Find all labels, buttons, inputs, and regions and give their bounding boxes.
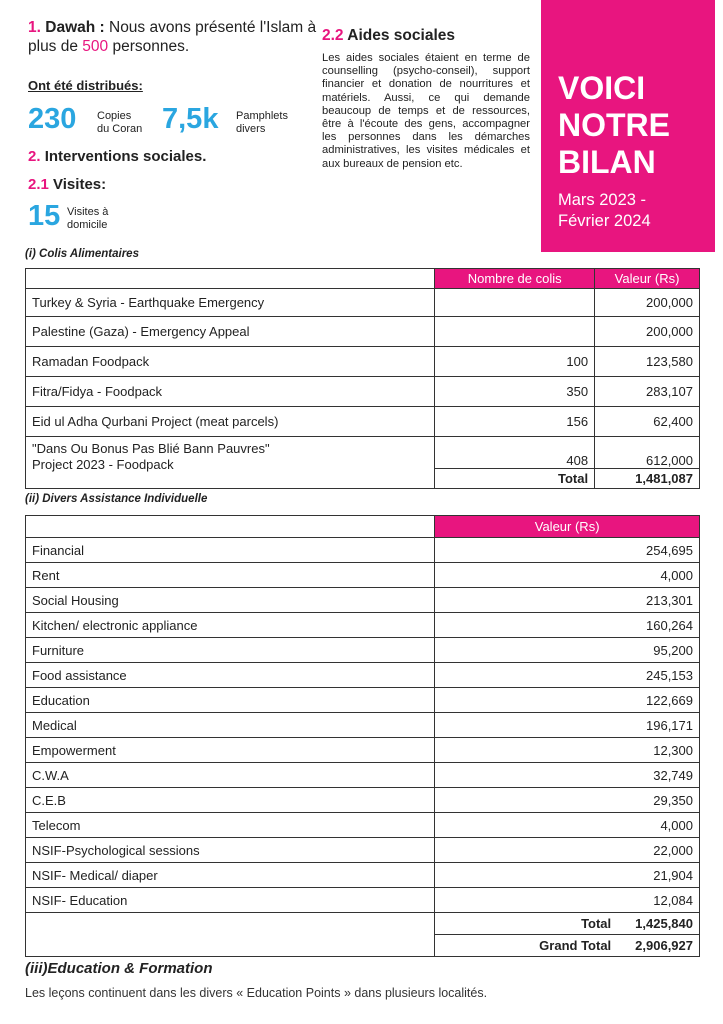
- dawah-text-post: personnes.: [108, 38, 190, 55]
- colis-row-label: Eid ul Adha Qurbani Project (meat parcels): [26, 407, 435, 437]
- divers-row-value: 32,749: [435, 763, 700, 788]
- education-heading: (iii)Education & Formation: [25, 960, 213, 977]
- divers-row-value: 21,904: [435, 863, 700, 888]
- divers-header-value: Valeur (Rs): [435, 516, 700, 538]
- colis-header-value: Valeur (Rs): [595, 269, 700, 289]
- grand-total-label: Grand Total: [539, 938, 612, 953]
- bilan-period-line2: Février 2024: [558, 212, 651, 230]
- colis-row-count: 408: [435, 437, 595, 469]
- interventions-number: 2.: [28, 148, 41, 165]
- divers-row-label: Kitchen/ electronic appliance: [26, 613, 435, 638]
- divers-row-value: 4,000: [435, 563, 700, 588]
- divers-table: [25, 515, 700, 957]
- divers-header-empty: [26, 516, 435, 538]
- colis-total-value: 1,481,087: [595, 469, 700, 489]
- divers-row-value: 254,695: [435, 538, 700, 563]
- visites-count: 15: [28, 200, 61, 232]
- table-row: [26, 863, 700, 888]
- colis-row-value: 123,580: [595, 347, 700, 377]
- grand-total-cell: [435, 935, 700, 957]
- table-row: [26, 317, 700, 347]
- divers-row-label: NSIF- Medical/ diaper: [26, 863, 435, 888]
- education-text: Les leçons continuent dans les divers « Education Points » dans plusieurs localités.: [25, 986, 488, 1000]
- divers-header-row: [26, 516, 700, 538]
- divers-row-value: 4,000: [435, 813, 700, 838]
- bilan-line1: VOICI: [558, 70, 646, 106]
- colis-row-value: 200,000: [595, 317, 700, 347]
- table-row: [26, 688, 700, 713]
- coran-count: 230: [28, 103, 77, 135]
- divers-row-label: Rent: [26, 563, 435, 588]
- divers-row-label: Food assistance: [26, 663, 435, 688]
- colis-row-label: Palestine (Gaza) - Emergency Appeal: [26, 317, 435, 347]
- table-row: [26, 713, 700, 738]
- visites-desc: [67, 206, 108, 232]
- pamphlets-label: [236, 110, 288, 136]
- table-row: [26, 888, 700, 913]
- table-row: [26, 407, 700, 437]
- divers-row-label: Furniture: [26, 638, 435, 663]
- divers-total-row: [26, 913, 700, 935]
- coran-label-line1: Copies: [97, 110, 132, 122]
- colis-row-count: [435, 289, 595, 317]
- colis-row-count: 350: [435, 377, 595, 407]
- divers-row-label: Medical: [26, 713, 435, 738]
- colis-row-count: 100: [435, 347, 595, 377]
- colis-header-empty: [26, 269, 435, 289]
- grand-total-value: 2,906,927: [635, 938, 693, 953]
- aides-number: 2.2: [322, 27, 344, 44]
- bilan-title: [558, 70, 708, 181]
- colis-total-label: Total: [435, 469, 595, 489]
- coran-label: [97, 110, 142, 136]
- divers-row-value: 95,200: [435, 638, 700, 663]
- divers-row-label: Education: [26, 688, 435, 713]
- coran-label-line2: du Coran: [97, 123, 143, 135]
- dawah-text-pre: Nous avons présenté l'Islam à plus de: [28, 19, 317, 55]
- interventions-label: Interventions sociales.: [44, 148, 207, 165]
- table-row: [26, 788, 700, 813]
- colis-header-row: [26, 269, 700, 289]
- divers-total-empty: [26, 913, 435, 957]
- colis-row-value: 612,000: [595, 437, 700, 469]
- dawah-label: Dawah :: [45, 19, 105, 36]
- table-row: [26, 813, 700, 838]
- colis-row-count: [435, 317, 595, 347]
- colis-row-label: Turkey & Syria - Earthquake Emergency: [26, 289, 435, 317]
- bilan-period-line1: Mars 2023 -: [558, 191, 647, 209]
- colis-row-count: 156: [435, 407, 595, 437]
- table-row: [26, 437, 700, 469]
- divers-row-label: C.W.A: [26, 763, 435, 788]
- divers-row-value: 29,350: [435, 788, 700, 813]
- bilan-line2: NOTRE: [558, 107, 670, 143]
- visites-heading: [28, 176, 106, 193]
- aides-label: Aides sociales: [347, 27, 455, 44]
- colis-row-value: 283,107: [595, 377, 700, 407]
- aides-body: Les aides sociales étaient en terme de counselling (psycho-conseil), support financier et donation de nourritures et matériels. Aussi, ce qui demande beaucoup de temps et de ressources, être à l'écoute des gens, accompagner les personnes dans les démarches administratives, les visites médicales et aux bureaux de pension etc.: [322, 52, 530, 170]
- table-row: [26, 588, 700, 613]
- divers-row-label: Telecom: [26, 813, 435, 838]
- colis-section-label: (i) Colis Alimentaires: [25, 248, 139, 260]
- visites-number: 2.1: [28, 176, 49, 193]
- divers-row-value: 12,300: [435, 738, 700, 763]
- colis-row-value: 62,400: [595, 407, 700, 437]
- table-row: [26, 289, 700, 317]
- divers-row-value: 12,084: [435, 888, 700, 913]
- colis-row-label: Ramadan Foodpack: [26, 347, 435, 377]
- visites-desc-line1: Visites à: [67, 206, 109, 218]
- divers-row-label: NSIF- Education: [26, 888, 435, 913]
- table-row: [26, 377, 700, 407]
- colis-row-label-line2: Project 2023 - Foodpack: [32, 457, 174, 472]
- divers-total-value: 1,425,840: [635, 916, 693, 931]
- table-row: [26, 763, 700, 788]
- distribution-title: Ont été distribués:: [28, 78, 143, 93]
- divers-row-value: 245,153: [435, 663, 700, 688]
- table-row: [26, 838, 700, 863]
- table-row: [26, 347, 700, 377]
- dawah-count: 500: [82, 38, 109, 55]
- divers-row-label: Financial: [26, 538, 435, 563]
- colis-row-value: 200,000: [595, 289, 700, 317]
- colis-header-count: Nombre de colis: [435, 269, 595, 289]
- divers-section-label: (ii) Divers Assistance Individuelle: [25, 493, 208, 505]
- pamphlets-label-line2: divers: [236, 123, 266, 135]
- divers-row-value: 196,171: [435, 713, 700, 738]
- divers-row-label: Social Housing: [26, 588, 435, 613]
- visites-desc-line2: domicile: [67, 219, 108, 231]
- table-row: [26, 613, 700, 638]
- table-row: [26, 538, 700, 563]
- divers-row-value: 160,264: [435, 613, 700, 638]
- interventions-heading: [28, 148, 206, 165]
- table-row: [26, 563, 700, 588]
- table-row: [26, 738, 700, 763]
- divers-total-label: Total: [581, 916, 612, 931]
- divers-row-value: 122,669: [435, 688, 700, 713]
- divers-row-label: Empowerment: [26, 738, 435, 763]
- colis-row-label-line1: "Dans Ou Bonus Pas Blié Bann Pauvres": [32, 441, 270, 456]
- table-row: [26, 663, 700, 688]
- divers-row-value: 213,301: [435, 588, 700, 613]
- colis-row-label: [26, 437, 435, 489]
- bilan-period: [558, 190, 708, 232]
- divers-total-cell: [435, 913, 700, 935]
- aides-heading: [322, 27, 455, 45]
- colis-table: [25, 268, 700, 489]
- divers-row-value: 22,000: [435, 838, 700, 863]
- visites-label: Visites:: [53, 176, 107, 193]
- colis-row-label: Fitra/Fidya - Foodpack: [26, 377, 435, 407]
- divers-row-label: C.E.B: [26, 788, 435, 813]
- pamphlets-label-line1: Pamphlets: [236, 110, 288, 122]
- dawah-paragraph: [28, 18, 318, 56]
- table-row: [26, 638, 700, 663]
- pamphlets-count: 7,5k: [162, 103, 219, 135]
- divers-row-label: NSIF-Psychological sessions: [26, 838, 435, 863]
- bilan-line3: BILAN: [558, 144, 656, 180]
- dawah-number: 1.: [28, 19, 41, 36]
